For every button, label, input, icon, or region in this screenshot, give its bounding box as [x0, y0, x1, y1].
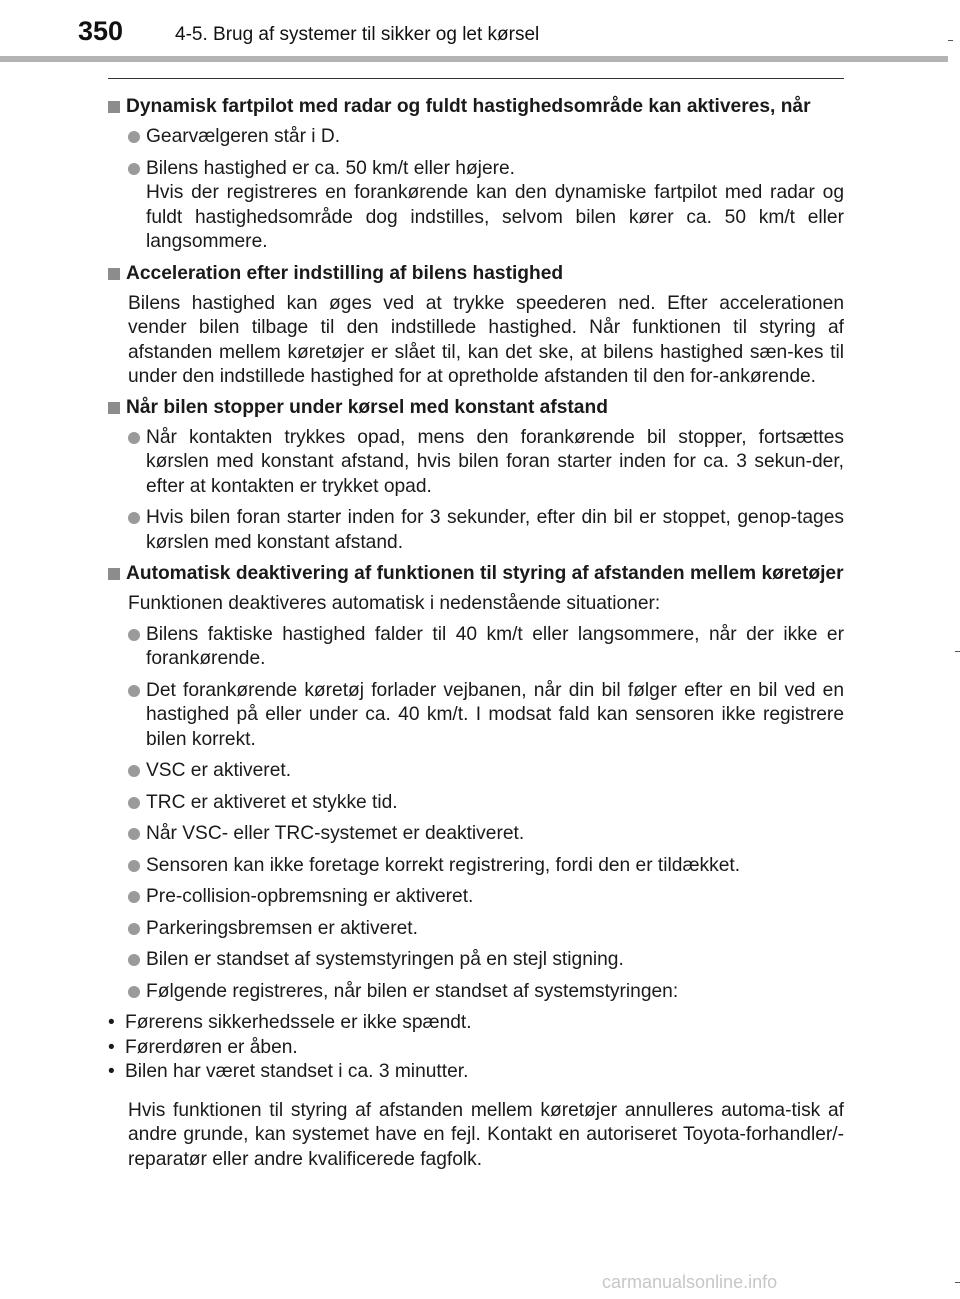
circle-bullet-icon: [128, 954, 140, 966]
section-title: 4-5. Brug af systemer til sikker og let kørsel: [175, 24, 540, 45]
list-item: Bilens hastighed er ca. 50 km/t eller højere. Hvis der registreres en forankørende kan den dynamiske fartpilot med radar og fuldt hastighedsområde dog indstilles, selvom bilen kører ca. 50 km/t eller langsommere.: [108, 157, 844, 255]
crop-mark-top: [948, 40, 953, 41]
circle-bullet-icon: [128, 860, 140, 872]
heading-acceleration: Acceleration efter indstilling af bilens hastighed: [108, 262, 844, 286]
page-content: [108, 78, 844, 1178]
sub-list: [108, 1011, 844, 1085]
circle-bullet-icon: [128, 923, 140, 935]
square-bullet-icon: [108, 402, 120, 414]
circle-bullet-icon: [128, 512, 140, 524]
circle-bullet-icon: [128, 797, 140, 809]
list-item: Det forankørende køretøj forlader vejbanen, når din bil følger efter en bil ved en hastighed på eller under ca. 40 km/t. I modsat fald kan sensoren ikke registrere bilen korrekt.: [108, 679, 844, 753]
list-item: Bilen er standset af systemstyringen på en stejl stigning.: [108, 948, 844, 973]
list-item: Bilens faktiske hastighed falder til 40 km/t eller langsommere, når der ikke er forankørende.: [108, 623, 844, 672]
circle-bullet-icon: [128, 828, 140, 840]
circle-bullet-icon: [128, 131, 140, 143]
circle-bullet-icon: [128, 432, 140, 444]
paragraph-deactivation-intro: Funktionen deaktiveres automatisk i nedenstående situationer:: [128, 593, 661, 614]
dot-bullet-icon: •: [108, 1061, 115, 1082]
sub-list-item: • Førerens sikkerhedssele er ikke spændt.: [108, 1011, 844, 1036]
square-bullet-icon: [108, 568, 120, 580]
circle-bullet-icon: [128, 629, 140, 641]
square-bullet-icon: [108, 101, 120, 113]
page-header: [0, 0, 960, 66]
square-bullet-icon: [108, 268, 120, 280]
header-bar: [0, 56, 948, 62]
paragraph-acceleration: Bilens hastighed kan øges ved at trykke speederen ned. Efter accelerationen vender bilen tilbage til den indstillede hastighed. Når funktionen til styring af afstanden mellem køretøjer er slået til, kan det ske, at bilens hastighed sæn-kes til under den indstillede hastighed for at opretholde afstanden til den for-ankørende.: [128, 292, 844, 387]
watermark: carmanualsonline.info: [602, 1272, 778, 1292]
list-item: TRC er aktiveret et stykke tid.: [108, 791, 844, 816]
circle-bullet-icon: [128, 891, 140, 903]
dot-bullet-icon: •: [108, 1036, 115, 1058]
list-item: Gearvælgeren står i D.: [108, 125, 844, 150]
heading-automatic-deactivation: Automatisk deaktivering af funktionen til styring af afstanden mellem køretøjer: [108, 562, 844, 586]
sub-list-item: • Førerdøren er åben.: [108, 1036, 844, 1061]
list-item: Sensoren kan ikke foretage korrekt registrering, fordi den er tildækket.: [108, 854, 844, 879]
sub-list-item: • Bilen har været standset i ca. 3 minutter.: [108, 1060, 844, 1085]
list-item: Når VSC- eller TRC-systemet er deaktiveret.: [108, 822, 844, 847]
heading-stop-constant-distance: Når bilen stopper under kørsel med konstant afstand: [108, 396, 844, 420]
circle-bullet-icon: [128, 986, 140, 998]
crop-mark-middle: [955, 651, 960, 652]
circle-bullet-icon: [128, 685, 140, 697]
list-item: Parkeringsbremsen er aktiveret.: [108, 917, 844, 942]
list-item: Pre-collision-opbremsning er aktiveret.: [108, 885, 844, 910]
crop-mark-bottom: [955, 1282, 960, 1283]
list-item: Når kontakten trykkes opad, mens den forankørende bil stopper, fortsættes kørslen med konstant afstand, hvis bilen foran starter inden for ca. 3 sekun-der, efter at kontakten er trykket opad.: [108, 426, 844, 500]
circle-bullet-icon: [128, 765, 140, 777]
list-item: VSC er aktiveret.: [108, 759, 844, 784]
list-item: Hvis bilen foran starter inden for 3 sekunder, efter din bil er stoppet, genop-tages kørslen med konstant afstand.: [108, 506, 844, 555]
dot-bullet-icon: •: [108, 1012, 115, 1033]
list-item: Følgende registreres, når bilen er standset af systemstyringen:: [108, 980, 844, 1005]
heading-activation-conditions: Dynamisk fartpilot med radar og fuldt hastighedsområde kan aktiveres, når: [108, 95, 844, 119]
paragraph-deactivation-closing: Hvis funktionen til styring af afstanden mellem køretøjer annulleres automa-tisk af andre grunde, kan systemet have en fejl. Kontakt en autoriseret Toyota-forhandler/-reparatør eller andre kvalificerede fagfolk.: [128, 1099, 844, 1170]
circle-bullet-icon: [128, 163, 140, 175]
page-number: 350: [78, 16, 124, 46]
